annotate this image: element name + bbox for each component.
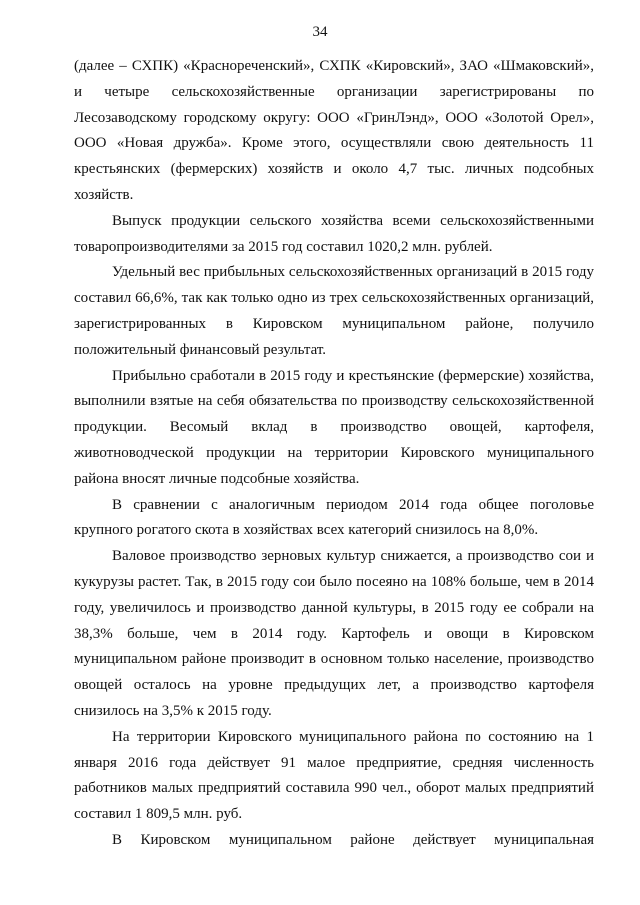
paragraph-2: Выпуск продукции сельского хозяйства всеми сельскохозяйственными товаропроизводителями за 2015 год составил 1020,2 млн. рублей.	[74, 212, 594, 255]
paragraph-3: Удельный вес прибыльных сельскохозяйственных организаций в 2015 году составил 66,6%, так как только одно из трех сельскохозяйственных организаций, зарегистрированных в Кировском муниципальном районе, получило положительный финансовый результат.	[74, 264, 594, 358]
paragraph-6: Валовое производство зерновых культур снижается, а производство сои и кукурузы растет. Так, в 2015 году сои было посеяно на 108% больше, чем в 2014 году, увеличилось и производство данной культуры, в 2015 году ее собрали на 38,3% больше, чем в 2014 году. Картофель и овощи в Кировском муниципальном районе производит в основном только население, производство овощей осталось на уровне предыдущих лет, а производство картофеля снизилось на 3,5% к 2015 году.	[74, 548, 594, 719]
paragraph-7: На территории Кировского муниципального района по состоянию на 1 января 2016 года действует 91 малое предприятие, средняя численность работников малых предприятий составила 990 чел., оборот малых предприятий составил 1 809,5 млн. руб.	[74, 728, 594, 823]
page-number: 34	[312, 24, 328, 40]
paragraph-1: (далее – СХПК) «Краснореченский», СХПК «Кировский», ЗАО «Шмаковский», и четыре сельскохозяйственные организации зарегистрированы по Лесозаводскому городскому округу: ООО «ГринЛэнд», ООО «Золотой Орел», ООО «Новая дружба». Кроме этого, осуществляли свою деятельность 11 крестьянских (фермерских) хозяйств и около 4,7 тыс. личных подсобных хозяйств.	[74, 58, 594, 203]
paragraph-8: В Кировском муниципальном районе действует муниципальная	[112, 831, 594, 848]
document-body	[74, 54, 594, 854]
paragraph-4: Прибыльно сработали в 2015 году и крестьянские (фермерские) хозяйства, выполнили взятые на себя обязательства по производству сельскохозяйственной продукции. Весомый вклад в производство овощей, картофеля, животноводческой продукции на территории Кировского муниципального района вносят личные подсобные хозяйства.	[74, 367, 594, 487]
paragraph-5: В сравнении с аналогичным периодом 2014 года общее поголовье крупного рогатого скота в хозяйствах всех категорий снизилось на 8,0%.	[74, 496, 594, 539]
